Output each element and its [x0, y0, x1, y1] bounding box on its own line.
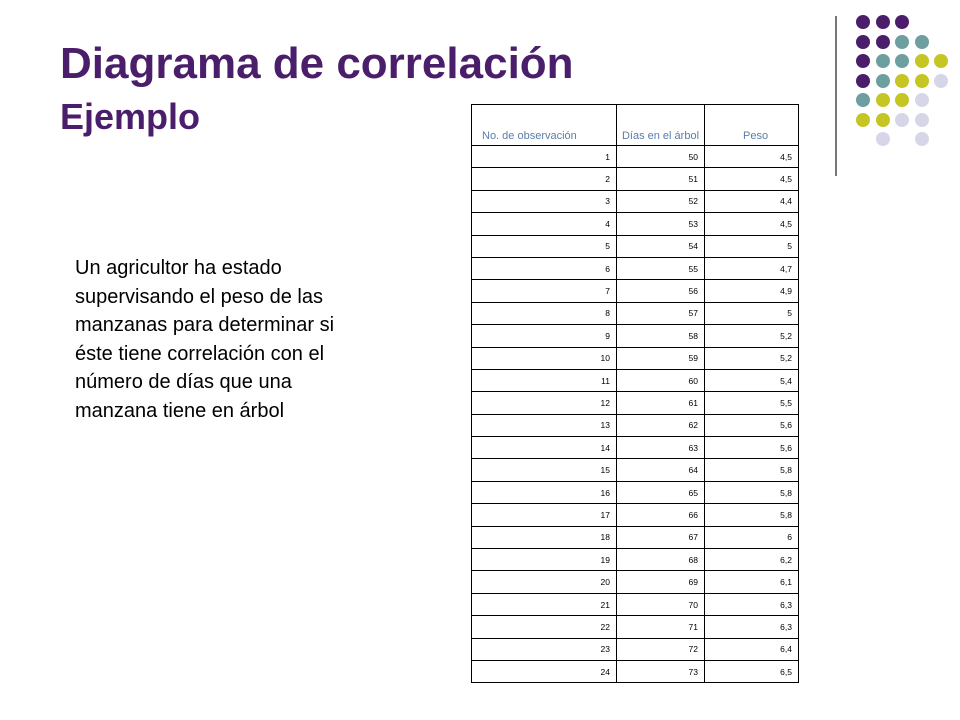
decorative-dot — [856, 93, 870, 107]
cell-days-on-tree: 51 — [617, 168, 705, 190]
header-observation-number: No. de observación — [472, 105, 617, 146]
table-row — [472, 593, 799, 615]
cell-observation-number: 18 — [472, 526, 617, 548]
cell-days-on-tree: 59 — [617, 347, 705, 369]
table-row — [472, 235, 799, 257]
cell-observation-number: 9 — [472, 325, 617, 347]
table-row — [472, 526, 799, 548]
table-row — [472, 414, 799, 436]
cell-weight: 6 — [705, 526, 799, 548]
cell-weight: 4,4 — [705, 190, 799, 212]
cell-weight: 5 — [705, 235, 799, 257]
table-row — [472, 302, 799, 324]
cell-days-on-tree: 58 — [617, 325, 705, 347]
cell-observation-number: 20 — [472, 571, 617, 593]
cell-days-on-tree: 57 — [617, 302, 705, 324]
slide-body-text: Un agricultor ha estado supervisando el peso de las manzanas para determinar si éste tiene correlación con el número de días que una manzana tiene en árbol — [75, 257, 335, 422]
cell-weight: 5,8 — [705, 481, 799, 503]
cell-observation-number: 23 — [472, 638, 617, 660]
decorative-dot — [856, 54, 870, 68]
decorative-dot — [856, 74, 870, 88]
cell-observation-number: 12 — [472, 392, 617, 414]
cell-observation-number: 4 — [472, 213, 617, 235]
decorative-dot — [876, 15, 890, 29]
cell-days-on-tree: 73 — [617, 660, 705, 682]
cell-weight: 5,5 — [705, 392, 799, 414]
decorative-dot — [915, 35, 929, 49]
cell-days-on-tree: 68 — [617, 549, 705, 571]
decorative-dot — [895, 74, 909, 88]
decorative-dot — [895, 54, 909, 68]
cell-observation-number: 24 — [472, 660, 617, 682]
decorative-dot — [915, 93, 929, 107]
decorative-divider — [835, 16, 837, 176]
table-row — [472, 481, 799, 503]
table-row — [472, 325, 799, 347]
table-row — [472, 660, 799, 682]
cell-days-on-tree: 63 — [617, 437, 705, 459]
observations-table — [471, 104, 799, 683]
cell-days-on-tree: 60 — [617, 369, 705, 391]
table-row — [472, 638, 799, 660]
cell-observation-number: 17 — [472, 504, 617, 526]
header-weight: Peso — [705, 105, 799, 146]
decorative-dot — [915, 132, 929, 146]
cell-observation-number: 13 — [472, 414, 617, 436]
decorative-dot — [876, 93, 890, 107]
cell-days-on-tree: 56 — [617, 280, 705, 302]
table-row — [472, 392, 799, 414]
cell-weight: 5,6 — [705, 414, 799, 436]
cell-days-on-tree: 54 — [617, 235, 705, 257]
decorative-dot — [856, 15, 870, 29]
decorative-dot — [915, 74, 929, 88]
table-row — [472, 347, 799, 369]
table-row — [472, 280, 799, 302]
cell-days-on-tree: 66 — [617, 504, 705, 526]
decorative-dot — [895, 93, 909, 107]
decorative-dot — [876, 54, 890, 68]
cell-weight: 6,3 — [705, 593, 799, 615]
slide-subtitle: Ejemplo — [60, 96, 201, 137]
decorative-dot — [915, 113, 929, 127]
table-row — [472, 190, 799, 212]
cell-observation-number: 2 — [472, 168, 617, 190]
cell-days-on-tree: 64 — [617, 459, 705, 481]
cell-days-on-tree: 61 — [617, 392, 705, 414]
cell-observation-number: 3 — [472, 190, 617, 212]
cell-observation-number: 19 — [472, 549, 617, 571]
cell-weight: 5,6 — [705, 437, 799, 459]
decorative-dot — [895, 15, 909, 29]
decorative-dot — [856, 113, 870, 127]
cell-observation-number: 21 — [472, 593, 617, 615]
table-row — [472, 616, 799, 638]
table-row — [472, 437, 799, 459]
cell-days-on-tree: 65 — [617, 481, 705, 503]
cell-observation-number: 16 — [472, 481, 617, 503]
cell-weight: 4,5 — [705, 213, 799, 235]
cell-weight: 4,5 — [705, 146, 799, 168]
slide-title: Diagrama de correlación — [60, 39, 574, 88]
cell-days-on-tree: 55 — [617, 257, 705, 279]
cell-observation-number: 7 — [472, 280, 617, 302]
table-row — [472, 168, 799, 190]
table-row — [472, 504, 799, 526]
table-row — [472, 146, 799, 168]
decorative-dot — [876, 132, 890, 146]
cell-days-on-tree: 72 — [617, 638, 705, 660]
cell-weight: 5 — [705, 302, 799, 324]
decorative-dot — [895, 35, 909, 49]
cell-weight: 5,8 — [705, 459, 799, 481]
table-row — [472, 459, 799, 481]
table-row — [472, 571, 799, 593]
cell-weight: 6,2 — [705, 549, 799, 571]
cell-weight: 6,3 — [705, 616, 799, 638]
cell-days-on-tree: 50 — [617, 146, 705, 168]
decorative-dot — [856, 35, 870, 49]
decorative-dot — [895, 113, 909, 127]
cell-days-on-tree: 71 — [617, 616, 705, 638]
cell-weight: 6,1 — [705, 571, 799, 593]
cell-weight: 5,2 — [705, 325, 799, 347]
cell-days-on-tree: 69 — [617, 571, 705, 593]
cell-observation-number: 5 — [472, 235, 617, 257]
cell-days-on-tree: 62 — [617, 414, 705, 436]
decorative-dot — [876, 74, 890, 88]
cell-days-on-tree: 70 — [617, 593, 705, 615]
cell-observation-number: 15 — [472, 459, 617, 481]
cell-observation-number: 22 — [472, 616, 617, 638]
cell-days-on-tree: 52 — [617, 190, 705, 212]
table-row — [472, 213, 799, 235]
cell-weight: 5,2 — [705, 347, 799, 369]
cell-weight: 5,8 — [705, 504, 799, 526]
cell-weight: 4,9 — [705, 280, 799, 302]
header-days-on-tree: Días en el árbol — [617, 105, 705, 146]
table-row — [472, 549, 799, 571]
cell-observation-number: 8 — [472, 302, 617, 324]
cell-weight: 4,5 — [705, 168, 799, 190]
decorative-dot — [915, 54, 929, 68]
cell-observation-number: 1 — [472, 146, 617, 168]
cell-weight: 6,5 — [705, 660, 799, 682]
cell-observation-number: 14 — [472, 437, 617, 459]
decorative-dot — [934, 54, 948, 68]
table-row — [472, 369, 799, 391]
cell-weight: 6,4 — [705, 638, 799, 660]
cell-days-on-tree: 53 — [617, 213, 705, 235]
cell-days-on-tree: 67 — [617, 526, 705, 548]
cell-weight: 5,4 — [705, 369, 799, 391]
table-header-row — [472, 105, 799, 146]
cell-weight: 4,7 — [705, 257, 799, 279]
decorative-dot — [934, 74, 948, 88]
decorative-dot — [876, 113, 890, 127]
decorative-dot — [876, 35, 890, 49]
cell-observation-number: 10 — [472, 347, 617, 369]
cell-observation-number: 6 — [472, 257, 617, 279]
cell-observation-number: 11 — [472, 369, 617, 391]
table-body — [472, 146, 799, 683]
table-row — [472, 257, 799, 279]
